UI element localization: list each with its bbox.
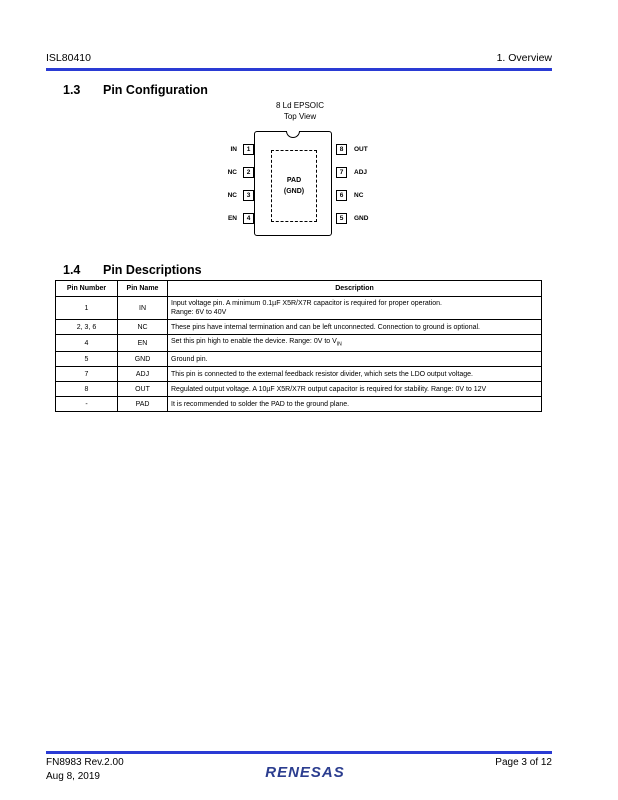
section-number: 1.3 [63, 83, 81, 97]
pin-name-cell: PAD [118, 397, 168, 412]
table-row [56, 397, 542, 412]
table-row [56, 335, 542, 352]
pad-label: PAD [286, 177, 302, 184]
pin-label-1: IN [230, 146, 237, 153]
table-row [56, 382, 542, 397]
footer-page-number: Page 3 of 12 [495, 757, 552, 768]
pin-box-4: 4 [243, 213, 254, 224]
pin-label-2: NC [227, 169, 237, 176]
description-cell: This pin is connected to the external feedback resistor divider, which sets the LDO output voltage. [168, 367, 542, 382]
column-header: Pin Number [56, 281, 118, 297]
description-cell: These pins have internal termination and can be left unconnected. Connection to ground is optional. [168, 320, 542, 335]
pin-box-2: 2 [243, 167, 254, 178]
table-row [56, 320, 542, 335]
section-heading-pin-configuration [63, 83, 208, 97]
header-rule [46, 68, 552, 71]
section-title: Pin Descriptions [103, 263, 202, 277]
pad-net-label: (GND) [283, 188, 305, 195]
description-subscript: IN [336, 341, 342, 348]
table-row [56, 297, 542, 320]
pin-name-cell: GND [118, 352, 168, 367]
renesas-logo [255, 760, 355, 787]
footer-rule [46, 751, 552, 754]
description-text: Set this pin high to enable the device. Range: 0V to V [171, 338, 337, 345]
description-cell: It is recommended to solder the PAD to the ground plane. [168, 397, 542, 412]
package-view: Top View [283, 112, 317, 121]
pin-number-cell: 1 [56, 297, 118, 320]
package-caption [240, 100, 360, 122]
pin-number-cell: 4 [56, 335, 118, 352]
pin-label-4: EN [227, 215, 237, 222]
exposed-pad [271, 150, 317, 222]
pin-number-cell: 8 [56, 382, 118, 397]
pin-name-cell: EN [118, 335, 168, 352]
logo-wordmark: RENESAS [265, 764, 345, 781]
pin-box-6: 6 [336, 190, 347, 201]
header-part-number: ISL80410 [46, 52, 91, 64]
pin-descriptions-table [55, 280, 542, 412]
pin-box-7: 7 [336, 167, 347, 178]
description-cell: Ground pin. [168, 352, 542, 367]
pin-box-3: 3 [243, 190, 254, 201]
pin-number-cell: 5 [56, 352, 118, 367]
table-row [56, 367, 542, 382]
section-heading-pin-descriptions [63, 263, 202, 277]
ic-package-body [254, 131, 332, 236]
pin-number-cell: 2, 3, 6 [56, 320, 118, 335]
pin-name-cell: OUT [118, 382, 168, 397]
pin-number-cell: - [56, 397, 118, 412]
pin-label-5: GND [354, 215, 369, 222]
description-cell [168, 335, 542, 352]
header-section: 1. Overview [496, 52, 552, 64]
pin-label-3: NC [227, 192, 237, 199]
package-title: 8 Ld EPSOIC [275, 101, 325, 110]
table-row [56, 352, 542, 367]
section-number: 1.4 [63, 263, 81, 277]
pin-label-6: NC [354, 192, 364, 199]
pin-box-5: 5 [336, 213, 347, 224]
pin-name-cell: IN [118, 297, 168, 320]
pin-box-1: 1 [243, 144, 254, 155]
description-text: Range: 6V to 40V [171, 309, 227, 316]
pin-name-cell: NC [118, 320, 168, 335]
footer-doc-revision: FN8983 Rev.2.00 [46, 757, 124, 768]
table-header-row [56, 281, 542, 297]
pin-label-7: ADJ [354, 169, 368, 176]
pin1-notch [286, 131, 300, 138]
pin-box-8: 8 [336, 144, 347, 155]
section-title: Pin Configuration [103, 83, 208, 97]
description-text: Input voltage pin. A minimum 0.1µF X5R/X7R capacitor is required for proper operation. [171, 300, 442, 307]
pin-number-cell: 7 [56, 367, 118, 382]
column-header: Pin Name [118, 281, 168, 297]
footer-date: Aug 8, 2019 [46, 771, 100, 782]
column-header: Description [168, 281, 542, 297]
description-cell: Regulated output voltage. A 10µF X5R/X7R output capacitor is required for stability. Range: 0V to 12V [168, 382, 542, 397]
description-cell [168, 297, 542, 320]
pin-name-cell: ADJ [118, 367, 168, 382]
pin-label-8: OUT [354, 146, 368, 153]
